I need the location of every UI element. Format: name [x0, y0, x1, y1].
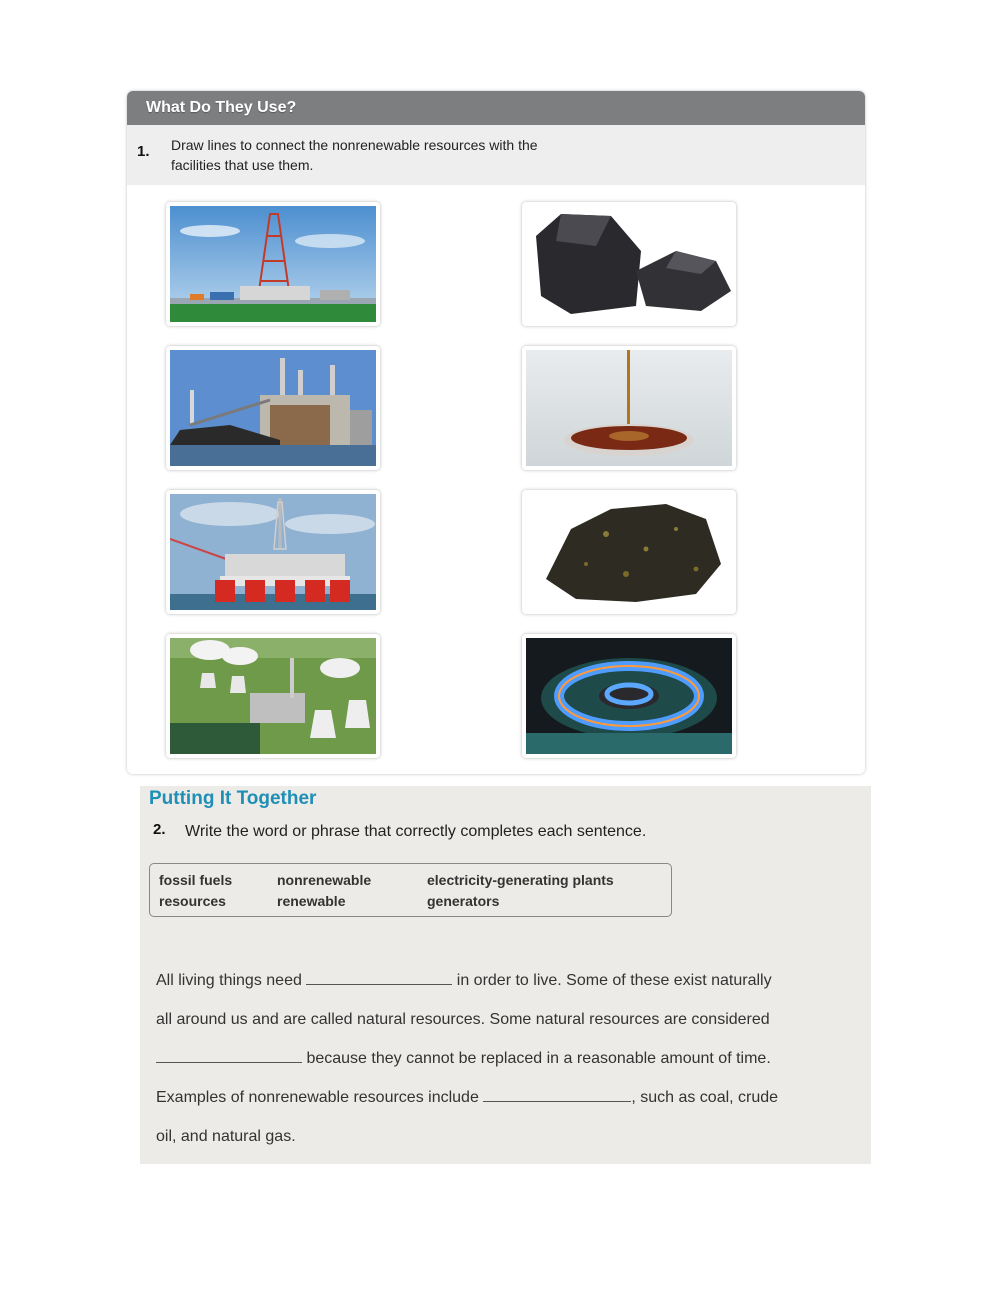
section-header: What Do They Use?: [127, 91, 865, 125]
putting-it-together-card: [140, 786, 871, 1164]
section-title: Putting It Together: [149, 788, 317, 809]
word-bank-item: resources: [159, 893, 226, 909]
coal-lumps-image[interactable]: [522, 202, 736, 326]
power-station-cooling-towers-image[interactable]: [166, 634, 380, 758]
question-number: 1.: [137, 143, 150, 160]
paragraph-line: because they cannot be replaced in a reasonable amount of time.: [156, 1039, 836, 1078]
word-bank-item: fossil fuels: [159, 872, 233, 888]
word-bank-item: electricity-generating plants: [427, 872, 614, 888]
fill-in-paragraph: [156, 961, 836, 1156]
instruction-line: facilities that use them.: [171, 157, 314, 173]
instruction-text: Write the word or phrase that correctly completes each sentence.: [185, 823, 647, 840]
instruction-text: [171, 135, 651, 175]
instruction-band: [127, 125, 865, 185]
paragraph-line: Examples of nonrenewable resources include , such as coal, crude: [156, 1089, 779, 1106]
paragraph-line: oil, and natural gas.: [156, 1128, 296, 1145]
oil-drilling-rig-image[interactable]: [166, 202, 380, 326]
offshore-oil-platform-image[interactable]: [166, 490, 380, 614]
paragraph-line: all around us and are called natural resources. Some natural resources are considered: [156, 1011, 770, 1028]
word-bank-item: generators: [427, 893, 500, 909]
answer-blank-3[interactable]: [483, 1100, 631, 1102]
question-number: 2.: [153, 821, 166, 838]
word-bank-item: renewable: [277, 893, 346, 909]
paragraph-line: All living things need in order to live. Some of these exist naturally: [156, 972, 772, 989]
coal-power-plant-image[interactable]: [166, 346, 380, 470]
answer-blank-2[interactable]: [156, 1061, 302, 1063]
word-bank-item: nonrenewable: [277, 872, 372, 888]
answer-blank-1[interactable]: [306, 983, 452, 985]
crude-oil-dish-image[interactable]: [522, 346, 736, 470]
word-bank: [149, 863, 672, 917]
oil-shale-rock-image[interactable]: [522, 490, 736, 614]
instruction-line: Draw lines to connect the nonrenewable resources with the: [171, 137, 538, 153]
gas-stove-flame-image[interactable]: [522, 634, 736, 758]
